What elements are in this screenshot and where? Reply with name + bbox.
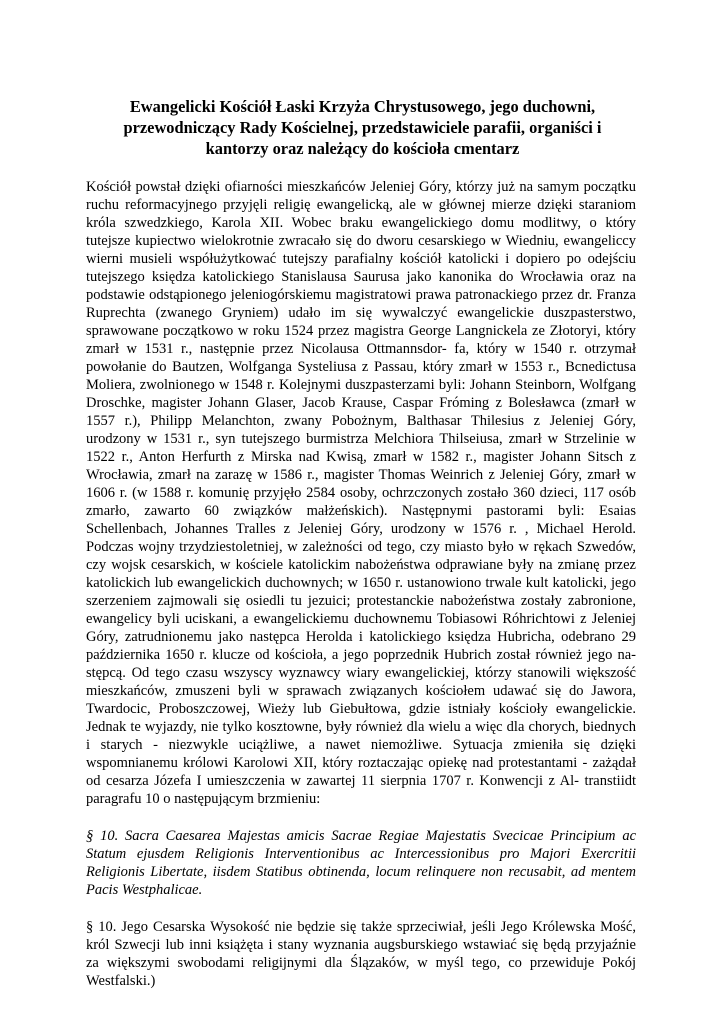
text-line: mieszkańców, zmuszeni byli w sprawach związanych kościołem udawać się do Jawora,	[86, 683, 636, 699]
text-line: Jednak te wyjazdy, nie tylko kosztowne, były również dla wielu a więc dla chorych, biednych	[86, 719, 636, 735]
text-line: Moliera, zwolnionego w 1548 r. Kolejnymi duszpasterzami byli: Johann Steinborn, Wolfgang	[86, 377, 636, 393]
text-line: i starych - niezwykle uciążliwe, a nawet niemożliwe. Sytuacja zmieniła się dzięki	[86, 737, 636, 753]
text-line: 1606 r. (w 1588 r. komunię przyjęło 2584 osoby, ochrzczonych zostało 360 dzieci, 117 osób	[86, 485, 636, 501]
text-line: ewangelicy byli uciskani, a ewangelickiemu duchownemu Tobiasowi Róhrichtowi z Jeleniej	[86, 611, 636, 627]
text-line: wspomnianemu królowi Karolowi XII, który roztaczając opiekę nad protestantami - zażądał	[86, 755, 636, 771]
text-line: urodzony w 1531 r., syn tutejszego burmistrza Melchiora Thilseiusa, zmarł w Strzelinie w	[86, 431, 636, 447]
text-line: Góry, zatrudnionemu jako następca Herolda i katolickiego księdza Hubricha, odebrano 29	[86, 629, 636, 645]
text-line: § 10. Jego Cesarska Wysokość nie będzie się także sprzeciwiał, jeśli Jego Królewska Mość,	[86, 919, 636, 935]
text-line: Schellenbach, Johannes Tralles z Jeleniej Góry, urodzony w 1576 r. , Michael Herold.	[86, 521, 636, 537]
text-line: Droschke, magister Johann Glaser, Jacob Krause, Caspar Fróming z Bolesławca (zmarł w	[86, 395, 636, 411]
text-line: Kościół powstał dzięki ofiarności mieszkańców Jeleniej Góry, którzy już na samym początku	[86, 179, 636, 195]
document-title	[90, 96, 635, 159]
text-line: Westfalski.)	[86, 973, 156, 989]
text-line: 1522 r., Anton Herfurth z Mirska nad Kwisą, zmarł w 1582 r., magister Johann Sitsch z	[86, 449, 636, 465]
text-line: powołanie do Bautzen, Wolfganga Systeliusa z Passau, który zmarł w 1553 r., Bcnedictusa	[86, 359, 636, 375]
title-line: przewodniczący Rady Kościelnej, przedstawiciele parafii, organiści i	[123, 118, 602, 137]
text-line: Podczas wojny trzydziestoletniej, w zależności od tego, czy miasto było w rękach Szwedów,	[86, 539, 636, 555]
text-line: król Szwecji lub inni książęta i stany wyznania augsburskiego wstawiać się będą przyjaźnie	[86, 937, 636, 953]
text-line: zmarło, zawarto 60 związków małżeńskich). Następnymi pastorami byli: Esaias	[86, 503, 636, 519]
text-line: tutejszego księdza katolickiego Stanislausa Saurusa jako kanonika do Wrocławia oraz na	[86, 269, 636, 285]
text-line: § 10. Sacra Caesarea Majestas amicis Sacrae Regiae Majestatis Svecicae Principium ac	[86, 828, 636, 844]
text-line: paragrafu 10 o następującym brzmieniu:	[86, 791, 321, 807]
text-line: Pacis Westphalicae.	[86, 882, 203, 898]
text-line: stępcą. Od tego czasu wszyscy wyznawcy wiary ewangelickiej, którzy stanowili większość	[86, 665, 636, 681]
text-line: czy wojsk cesarskich, w kościele katolickim nabożeństwa odprawiane były na zmianę przez	[86, 557, 636, 573]
text-line: Twardocic, Proboszczowej, Wieży lub Giebułtowa, gdzie istniały kościoły ewangelickie.	[86, 701, 636, 717]
text-line: sprawowane początkowo w roku 1524 przez magistra George Langnickela ze Złotoryi, który	[86, 323, 636, 339]
text-line: zmarł w 1531 r., następnie przez Nicolausa Ottmannsdor- fa, który w 1540 r. otrzymał	[86, 341, 636, 357]
text-line: Wrocławia, zmarł na zarazę w 1586 r., magister Thomas Weinrich z Jeleniej Góry, zmarł w	[86, 467, 636, 483]
text-line: za większymi swobodami religijnymi dla Ślązaków, w myśl tego, co przewiduje Pokój	[86, 955, 636, 971]
text-line: Statum ejusdem Religionis Interventionibus ac Intercessionibus pro Majori Exercritii	[86, 846, 636, 862]
text-line: Ruprechta (zwanego Gryniem) udało im się wywalczyć ewangelickie duszpasterstwo,	[86, 305, 636, 321]
title-line: kantorzy oraz należący do kościoła cmentarz	[205, 139, 520, 158]
text-line: października 1650 r. klucze od kościoła, a jego poprzednik Hubrich został również jego na-	[86, 647, 636, 663]
text-line: szerzeniem zajmowali się osiedli tu jezuici; protestanckie nabożeństwa zostały zabronione,	[86, 593, 636, 609]
text-line: od cesarza Józefa I umieszczenia w zawartej 11 sierpnia 1707 r. Konwencji z Al- transtiidt	[86, 773, 636, 789]
text-line: ruchu reformacyjnego przyjęli religię ewangelicką, ale w głównej mierze dzięki staraniom	[86, 197, 636, 213]
text-line: Religionis Libertate, iisdem Statibus obtinenda, locum relinquere non recusabit, ad mentem	[86, 864, 636, 880]
title-line: Ewangelicki Kościół Łaski Krzyża Chrystusowego, jego duchowni,	[129, 97, 596, 116]
text-line: wierni musieli współużytkować tutejszy parafialny kościół katolicki i dopiero po odejściu	[86, 251, 636, 267]
text-line: króla szwedzkiego, Karola XII. Wobec braku ewangelickiego domu modlitwy, o który	[86, 215, 636, 231]
text-line: tutejsze kupiectwo wielokrotnie zwracało się do dworu cesarskiego w Wiedniu, ewangeliccy	[86, 233, 636, 249]
text-line: 1557 r.), Philipp Melanchton, zwany Pobożnym, Balthasar Thilesius z Jeleniej Góry,	[86, 413, 636, 429]
text-line: katolickich lub ewangelickich duchownych; w 1650 r. ustanowiono trwale kult katolicki, jego	[86, 575, 636, 591]
text-line: podstawie odstąpionego jeleniogórskiemu magistratowi prawa patronackiego przez dr. Franza	[86, 287, 636, 303]
